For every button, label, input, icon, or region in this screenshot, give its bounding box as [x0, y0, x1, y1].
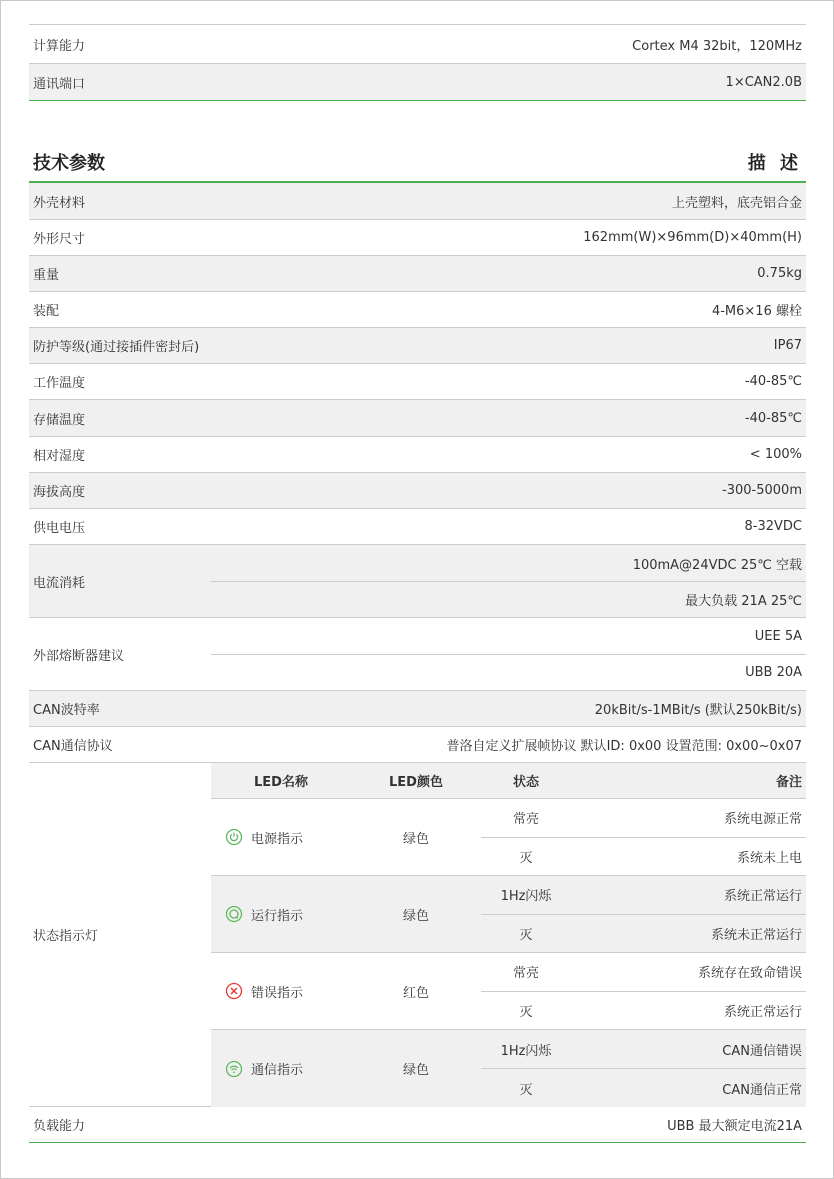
led-table-header — [211, 763, 806, 799]
running-icon — [225, 905, 243, 923]
spec-row — [29, 183, 806, 220]
row-value: UBB 20A — [211, 654, 806, 690]
led-note: 系统未上电 — [736, 850, 802, 866]
spec-row-load — [29, 1107, 806, 1143]
led-note: 系统电源正常 — [723, 812, 802, 828]
spec-row-led — [29, 763, 806, 1107]
led-state: 灭 — [519, 850, 533, 866]
row-label: 外壳材料 — [33, 195, 86, 211]
led-state: 常亮 — [512, 966, 539, 982]
led-group-comm — [211, 1030, 806, 1107]
row-label: 负载能力 — [33, 1119, 86, 1134]
row-value: -300-5000m — [722, 483, 802, 498]
led-state: 灭 — [519, 1004, 533, 1020]
spec-row — [29, 256, 806, 292]
row-label: 通讯端口 — [33, 76, 86, 92]
spec-row-current — [29, 545, 806, 618]
row-value: 上壳塑料，底壳铝合金 — [671, 195, 802, 211]
led-state: 灭 — [519, 1082, 533, 1098]
row-value: 4-M6×16 螺栓 — [711, 304, 802, 319]
spec-row — [29, 509, 806, 545]
led-name: 错误指示 — [251, 985, 304, 1001]
power-icon — [225, 828, 243, 846]
wifi-icon — [225, 1060, 243, 1078]
spec-row-port — [29, 64, 806, 101]
header-led-color: LED颜色 — [389, 775, 443, 790]
row-value: 100mA@24VDC 25℃ 空载 — [632, 557, 802, 573]
led-color: 绿色 — [402, 1063, 429, 1078]
row-value: < 100% — [749, 447, 802, 462]
led-state: 常亮 — [512, 812, 539, 828]
spec-rows — [29, 183, 806, 545]
row-value: 8-32VDC — [744, 519, 802, 534]
header-led-name: LED名称 — [254, 775, 308, 790]
spec-row-fuse — [29, 618, 806, 691]
section-title: 技术参数 — [33, 153, 105, 174]
spec-row — [29, 220, 806, 256]
led-table — [211, 763, 806, 1106]
led-state: 1Hz闪烁 — [500, 889, 552, 905]
led-state: 1Hz闪烁 — [500, 1043, 552, 1059]
row-label: 外部熔断器建议 — [33, 648, 125, 664]
spec-row — [29, 473, 806, 509]
spec-row-compute — [29, 24, 806, 64]
led-state: 灭 — [519, 927, 533, 943]
led-note: 系统存在致命错误 — [697, 966, 802, 982]
spec-row — [29, 400, 806, 437]
section-header — [29, 129, 806, 183]
header-state: 状态 — [512, 775, 539, 790]
row-value: Cortex M4 32bit，120MHz — [632, 38, 802, 54]
row-value: UBB 最大额定电流21A — [667, 1119, 802, 1134]
led-name: 电源指示 — [251, 831, 304, 847]
row-label: 供电电压 — [33, 521, 86, 536]
row-value: 1×CAN2.0B — [725, 74, 802, 90]
spec-row — [29, 437, 806, 473]
error-icon — [225, 982, 243, 1000]
spec-row-can-baud — [29, 691, 806, 727]
led-note: 系统正常运行 — [723, 1004, 802, 1020]
spec-row-can-protocol — [29, 727, 806, 763]
row-label: 电流消耗 — [33, 575, 86, 591]
led-group-running — [211, 876, 806, 953]
row-label: 存储温度 — [33, 412, 86, 428]
led-note: CAN通信错误 — [722, 1043, 802, 1059]
header-note: 备注 — [775, 775, 802, 790]
spec-row — [29, 292, 806, 328]
led-color: 绿色 — [402, 831, 429, 847]
row-label: 装配 — [33, 304, 60, 319]
row-label: 相对湿度 — [33, 449, 86, 464]
led-color: 红色 — [402, 985, 429, 1001]
row-value: IP67 — [773, 338, 802, 353]
led-note: CAN通信正常 — [722, 1082, 802, 1098]
led-name: 通信指示 — [251, 1063, 304, 1078]
spec-row — [29, 328, 806, 364]
row-value: 20kBit/s-1MBit/s (默认250kBit/s) — [594, 703, 802, 718]
row-value: 0.75kg — [757, 266, 802, 281]
row-label: 状态指示灯 — [33, 929, 99, 944]
row-value: 162mm(W)×96mm(D)×40mm(H) — [583, 230, 802, 245]
row-label: 外形尺寸 — [33, 232, 86, 247]
row-label: CAN通信协议 — [33, 739, 113, 754]
led-note: 系统正常运行 — [723, 889, 802, 905]
section-right-title: 描 述 — [747, 153, 802, 174]
row-value: 普洛自定义扩展帧协议 默认ID: 0x00 设置范围: 0x00~0x07 — [446, 739, 802, 754]
row-value: -40-85℃ — [744, 374, 802, 389]
led-color: 绿色 — [402, 908, 429, 924]
row-label: 防护等级(通过接插件密封后) — [33, 340, 200, 355]
row-label: 工作温度 — [33, 376, 86, 391]
spec-document — [29, 24, 806, 1143]
row-value: UEE 5A — [754, 628, 802, 644]
led-group-power — [211, 799, 806, 876]
spec-row — [29, 364, 806, 400]
row-label: 重量 — [33, 268, 60, 283]
row-value: 最大负载 21A 25℃ — [211, 581, 806, 617]
row-value: -40-85℃ — [744, 410, 802, 426]
row-label: CAN波特率 — [33, 703, 100, 718]
row-label: 海拔高度 — [33, 485, 86, 500]
led-note: 系统未正常运行 — [710, 927, 802, 943]
row-label: 计算能力 — [33, 38, 86, 54]
led-group-error — [211, 953, 806, 1030]
led-name: 运行指示 — [251, 908, 304, 924]
